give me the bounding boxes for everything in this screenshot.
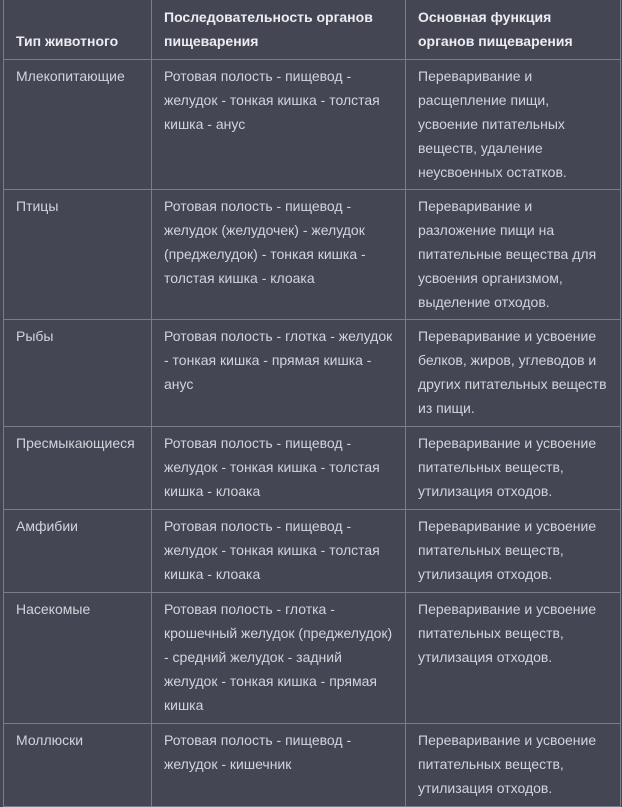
- cell-animal: Пресмыкающиеся: [4, 427, 152, 510]
- cell-animal: Млекопитающие: [4, 60, 152, 190]
- header-organ-function: Основная функция органов пищеварения: [406, 0, 621, 60]
- cell-animal: Птицы: [4, 190, 152, 320]
- cell-animal: Амфибии: [4, 510, 152, 593]
- cell-function: Переваривание и усвоение питательных веществ, утилизация отходов.: [406, 593, 621, 724]
- cell-function: Переваривание и расщепление пищи, усвоение питательных веществ, удаление неусвоенных остатков.: [406, 60, 621, 190]
- table-row: [4, 60, 621, 190]
- table-row: [4, 190, 621, 320]
- cell-sequence: Ротовая полость - пищевод - желудок - кишечник: [152, 724, 406, 807]
- cell-sequence: Ротовая полость - пищевод - желудок - тонкая кишка - толстая кишка - клоака: [152, 427, 406, 510]
- cell-function: Переваривание и усвоение питательных веществ, утилизация отходов.: [406, 724, 621, 807]
- cell-sequence: Ротовая полость - глотка - крошечный желудок (преджелудок) - средний желудок - задний желудок - тонкая кишка - прямая кишка: [152, 593, 406, 724]
- header-animal-type: Тип животного: [4, 0, 152, 60]
- table-header-row: [4, 0, 621, 60]
- digestion-table: [3, 0, 621, 807]
- cell-animal: Моллюски: [4, 724, 152, 807]
- header-organ-sequence: Последовательность органов пищеварения: [152, 0, 406, 60]
- cell-function: Переваривание и усвоение питательных веществ, утилизация отходов.: [406, 427, 621, 510]
- cell-function: Переваривание и разложение пищи на питательные вещества для усвоения организмом, выделение отходов.: [406, 190, 621, 320]
- table-row: [4, 427, 621, 510]
- table-row: [4, 724, 621, 807]
- table-row: [4, 510, 621, 593]
- table-row: [4, 593, 621, 724]
- table-row: [4, 320, 621, 427]
- cell-animal: Насекомые: [4, 593, 152, 724]
- cell-function: Переваривание и усвоение питательных веществ, утилизация отходов.: [406, 510, 621, 593]
- cell-function: Переваривание и усвоение белков, жиров, углеводов и других питательных веществ из пищи.: [406, 320, 621, 427]
- cell-sequence: Ротовая полость - пищевод - желудок - тонкая кишка - толстая кишка - клоака: [152, 510, 406, 593]
- cell-sequence: Ротовая полость - пищевод - желудок (желудочек) - желудок (преджелудок) - тонкая кишка - толстая кишка - клоака: [152, 190, 406, 320]
- cell-sequence: Ротовая полость - пищевод - желудок - тонкая кишка - толстая кишка - анус: [152, 60, 406, 190]
- cell-animal: Рыбы: [4, 320, 152, 427]
- cell-sequence: Ротовая полость - глотка - желудок - тонкая кишка - прямая кишка - анус: [152, 320, 406, 427]
